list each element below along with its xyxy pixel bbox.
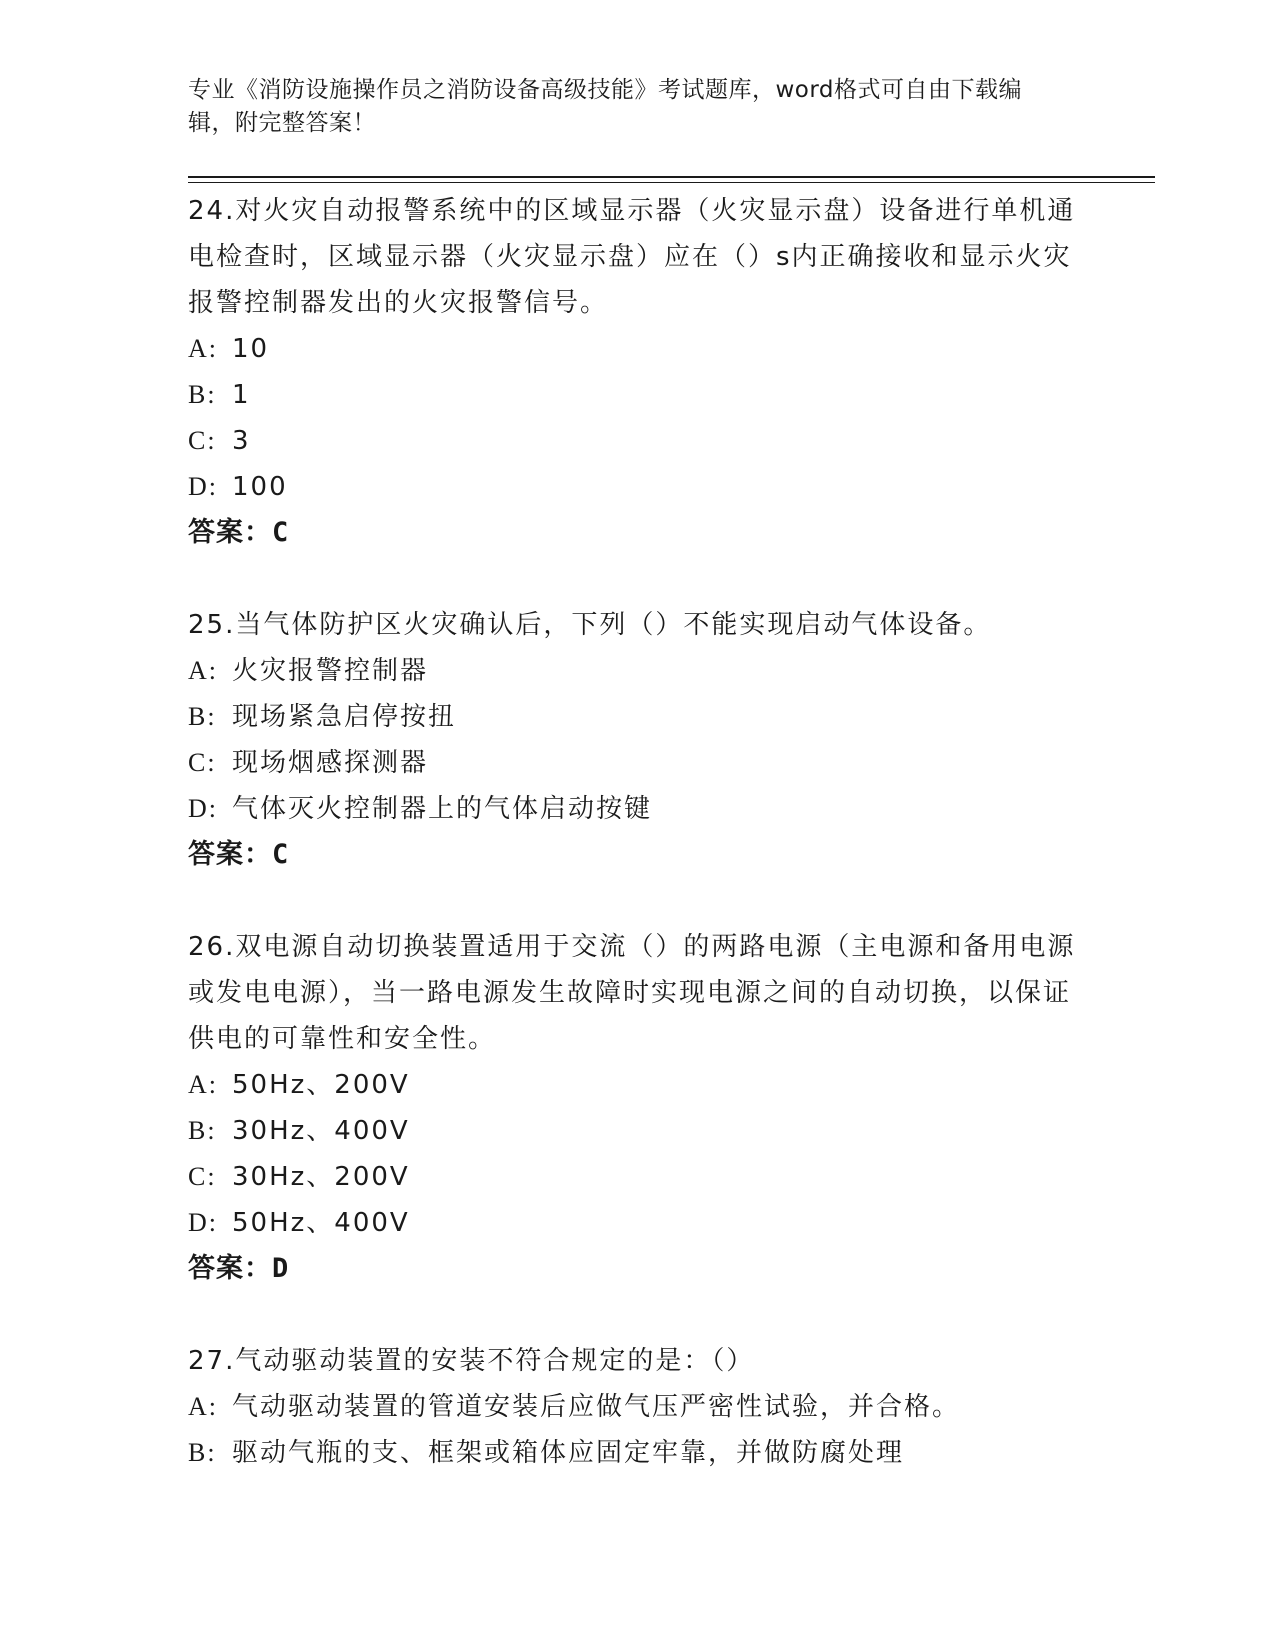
- option-text: 3: [232, 426, 251, 456]
- answer-value: C: [272, 517, 289, 548]
- option-d: [188, 464, 1088, 510]
- option-letter: C:: [188, 1162, 217, 1191]
- option-letter: D:: [188, 794, 218, 823]
- question-block: [188, 602, 1088, 878]
- document-header: 专业《消防设施操作员之消防设备高级技能》考试题库，word格式可自由下载编辑，附完整答案！: [188, 77, 1023, 136]
- option-text: 驱动气瓶的支、框架或箱体应固定牢靠，并做防腐处理: [232, 1438, 905, 1468]
- option-text: 1: [232, 380, 251, 410]
- option-letter: B:: [188, 380, 217, 409]
- option-text: 现场紧急启停按扭: [232, 702, 457, 732]
- option-letter: D:: [188, 472, 218, 501]
- answer-label: 答案：: [188, 1253, 272, 1284]
- option-text: 100: [232, 472, 288, 502]
- answer-line: [188, 510, 1088, 556]
- answer-label: 答案：: [188, 517, 272, 548]
- question-block: [188, 188, 1088, 556]
- header-divider-thick: [188, 176, 1155, 178]
- option-letter: A:: [188, 1392, 218, 1421]
- answer-label: 答案：: [188, 839, 272, 870]
- option-d: [188, 786, 1088, 832]
- answer-line: [188, 1246, 1088, 1292]
- option-letter: B:: [188, 702, 217, 731]
- option-letter: A:: [188, 1070, 218, 1099]
- answer-value: C: [272, 839, 289, 870]
- option-letter: B:: [188, 1116, 217, 1145]
- answer-line: [188, 832, 1088, 878]
- option-b: [188, 372, 1088, 418]
- question-stem: 24.对火灾自动报警系统中的区域显示器（火灾显示盘）设备进行单机通电检查时，区域显示器（火灾显示盘）应在（）s内正确接收和显示火灾报警控制器发出的火灾报警信号。: [188, 196, 1076, 318]
- option-text: 30Hz、200V: [232, 1162, 410, 1192]
- option-b: [188, 1430, 1088, 1476]
- option-letter: C:: [188, 426, 217, 455]
- question-block: [188, 1338, 1088, 1476]
- option-text: 现场烟感探测器: [232, 748, 429, 778]
- option-letter: D:: [188, 1208, 218, 1237]
- option-a: [188, 648, 1088, 694]
- question-stem: 27.气动驱动装置的安装不符合规定的是：（）: [188, 1346, 755, 1376]
- option-text: 50Hz、400V: [232, 1208, 410, 1238]
- option-text: 气动驱动装置的管道安装后应做气压严密性试验，并合格。: [232, 1392, 961, 1422]
- answer-value: D: [272, 1253, 289, 1284]
- option-a: [188, 1384, 1088, 1430]
- option-text: 50Hz、200V: [232, 1070, 410, 1100]
- option-c: [188, 740, 1088, 786]
- question-block: [188, 924, 1088, 1292]
- question-stem: 25.当气体防护区火灾确认后，下列（）不能实现启动气体设备。: [188, 610, 992, 640]
- option-text: 30Hz、400V: [232, 1116, 410, 1146]
- option-text: 火灾报警控制器: [232, 656, 429, 686]
- option-letter: B:: [188, 1438, 217, 1467]
- option-a: [188, 1062, 1088, 1108]
- question-list: [188, 188, 1088, 1476]
- question-stem: 26.双电源自动切换装置适用于交流（）的两路电源（主电源和备用电源或发电电源），当一路电源发生故障时实现电源之间的自动切换，以保证供电的可靠性和安全性。: [188, 932, 1076, 1054]
- option-text: 气体灭火控制器上的气体启动按键: [232, 794, 653, 824]
- header-divider-thin: [188, 182, 1155, 183]
- option-letter: A:: [188, 334, 218, 363]
- option-letter: A:: [188, 656, 218, 685]
- option-a: [188, 326, 1088, 372]
- option-b: [188, 694, 1088, 740]
- option-b: [188, 1108, 1088, 1154]
- option-text: 10: [232, 334, 270, 364]
- option-d: [188, 1200, 1088, 1246]
- option-c: [188, 418, 1088, 464]
- option-letter: C:: [188, 748, 217, 777]
- option-c: [188, 1154, 1088, 1200]
